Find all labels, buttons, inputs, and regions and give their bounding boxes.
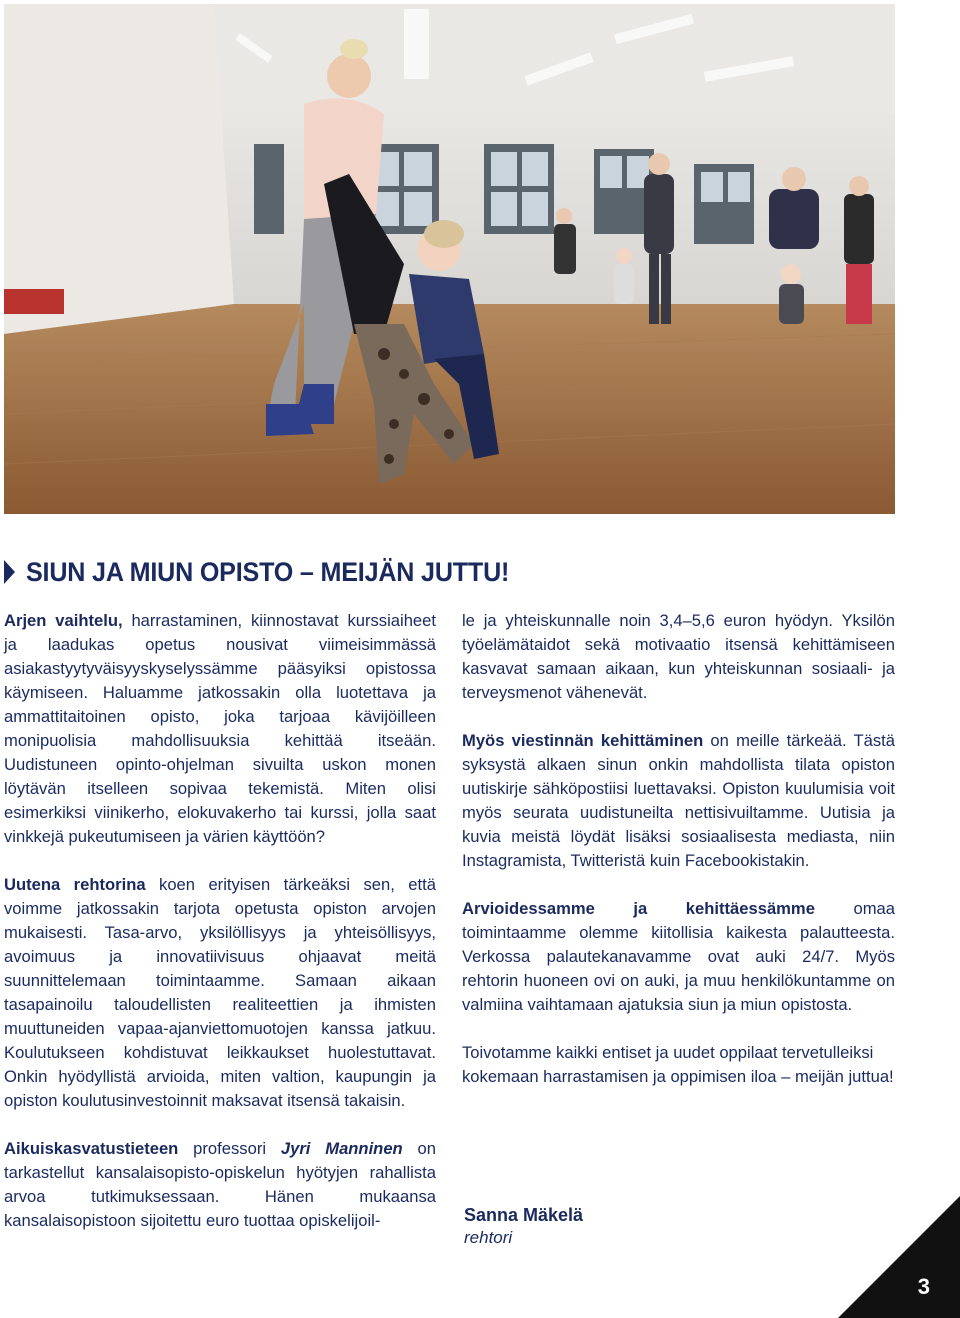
right-column [462, 609, 895, 1089]
left-column [4, 609, 436, 1233]
page-corner [838, 1196, 960, 1318]
paragraph-6-lead: Arvioidessamme ja kehittäessämme [462, 899, 815, 918]
signature-title: rehtori [464, 1228, 513, 1247]
paragraph-1 [4, 609, 436, 849]
paragraph-4 [462, 609, 895, 705]
paragraph-3-lead: Aikuiskasvatustieteen [4, 1139, 179, 1158]
article-heading [4, 556, 546, 588]
professor-name: Jyri Manninen [280, 1139, 403, 1158]
dance-class-illustration [4, 4, 895, 514]
hero-photo [4, 4, 895, 514]
paragraph-6-body: omaa toimintaamme olemme kiitollisia kaikesta palautteesta. Verkossa palautekanavamme ovat auki 24/7. Myös rehtorin huoneen ovi on auki, ja muu henkilökuntamme on valmiina vaihtamaan ajatuksia siun ja miun opistosta. [462, 899, 895, 1014]
corner-triangle [838, 1196, 960, 1318]
paragraph-3-body: on tarkastellut kansalaisopisto-opiskelun hyötyjen rahallista arvoa tutkimuksessaan. Hänen mukaansa kansalaisopistoon sijoitettu euro tuottaa opiskelijoil- [4, 1139, 436, 1230]
paragraph-3 [4, 1137, 436, 1233]
paragraph-2-body: koen erityisen tärkeäksi sen, että voimme jatkossakin tarjota opetusta opiston arvojen mukaisesti. Tasa-arvo, yksilöllisyys ja yhteisöllisyys, avoimuus ja innovatiivisuus ohjaavat meitä suunnittelemaan toimintaamme. Samaan aikaan tasapainoilu taloudellisten realiteettien ja ihmisten muuttuneiden vapaa-ajanviettomuotojen kanssa jatkuu. Koulutukseen kohdistuvat leikkaukset huolestuttavat. Onkin hyödyllistä arvioida, miten valtion, kaupungin ja opiston koulutusinvestoinnit maksavat itsensä takaisin. [4, 875, 436, 1110]
paragraph-1-body: harrastaminen, kiinnostavat kurssiaiheet ja laadukas opetus nousivat viimeisimmässä asiakastyytyväisyyskyselyssämme pääsyiksi opistossa käymiseen. Haluamme jatkossakin olla luotettava ja ammattitaitoinen opisto, joka tarjoaa kävijöilleen monipuolisia mahdollisuuksia kehittää itseään. Uudistuneen opinto-ohjelman sivuilta uskon monen löytävän itselleen sopivaa tekemistä. Miten olisi esimerkiksi viinikerho, elokuvakerho tai kurssi, jolla saat vinkkejä pukeutumiseen ja värien käyttöön? [4, 611, 437, 846]
paragraph-5-body: on meille tärkeää. Tästä syksystä alkaen sinun onkin mahdollista tilata opiston uutiskirje sähköpostiisi luettavaksi. Opiston kuulumisia voit myös seurata uudistuneilta nettisivuiltamme. Uutisia ja kuvia meistä löydät lisäksi sosiaalisesta mediasta, niin Instagramista, Twitteristä kuin Facebookistakin. [462, 731, 895, 870]
page-number: 3 [917, 1274, 930, 1299]
paragraph-1-lead: Arjen vaihtelu, [4, 611, 123, 630]
paragraph-5 [462, 729, 895, 873]
paragraph-6 [462, 897, 895, 1017]
paragraph-4-body: le ja yhteiskunnalle noin 3,4–5,6 euron hyödyn. Yksilön työelämätaidot sekä motivaatio itsensä kehittämiseen kasvavat samaan aikaan, kun yhteiskunnan sosiaali- ja terveysmenot vähenevät. [462, 611, 895, 702]
triangle-right-icon [4, 560, 15, 584]
paragraph-5-lead: Myös viestinnän kehittäminen [462, 731, 704, 750]
paragraph-2 [4, 873, 436, 1113]
signature-name: Sanna Mäkelä [464, 1205, 584, 1225]
signature [464, 1203, 583, 1249]
paragraph-7-body: Toivotamme kaikki entiset ja uudet oppilaat tervetulleiksi kokemaan harrastamisen ja oppimisen iloa – meijän juttua! [462, 1043, 894, 1086]
paragraph-2-lead: Uutena rehtorina [4, 875, 146, 894]
page-title: SIUN JA MIUN OPISTO – MEIJÄN JUTTU! [26, 556, 510, 587]
paragraph-3-mid: professori [178, 1139, 281, 1158]
paragraph-7 [462, 1041, 895, 1089]
